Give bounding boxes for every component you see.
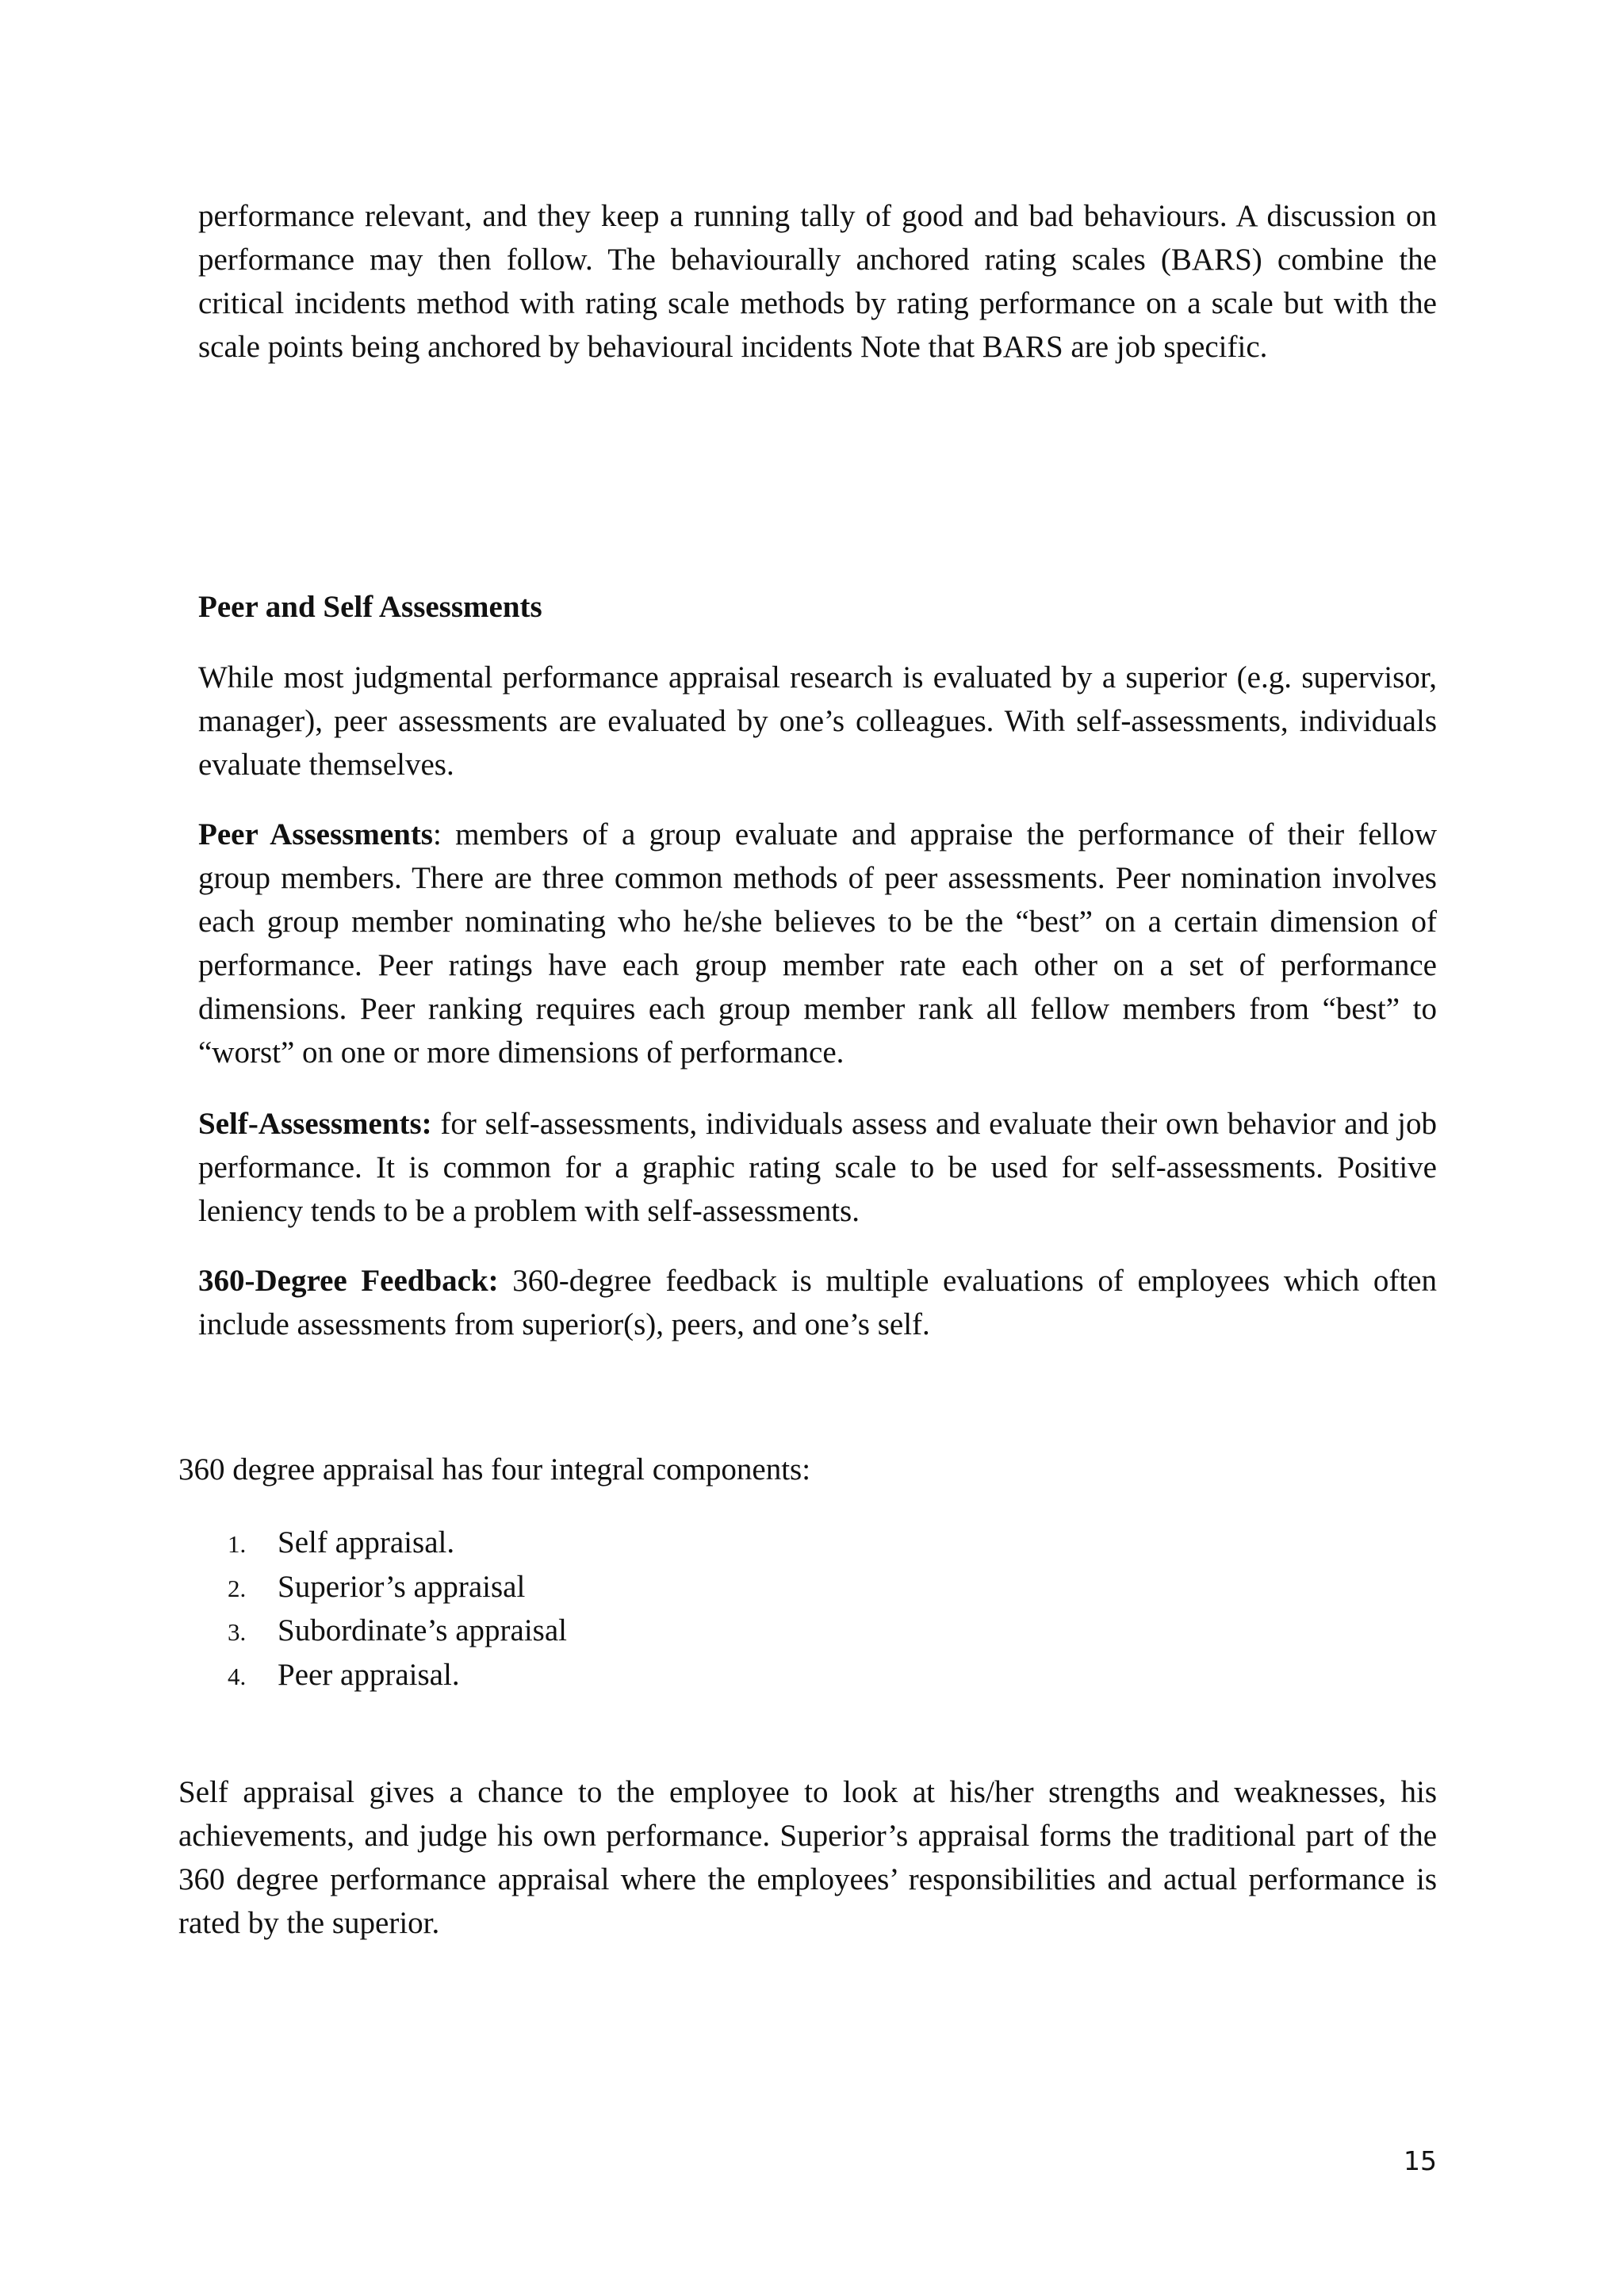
- list-item: [178, 1521, 567, 1565]
- section-intro-paragraph: While most judgmental performance appraisal research is evaluated by a superior (e.g. supervisor, manager), peer assessments are evaluated by one’s colleagues. With self-assessments, individuals evaluate themselves.: [198, 660, 1437, 782]
- self-assessments-lead: Self-Assessments:: [198, 1107, 432, 1141]
- page-number: 15: [1404, 2145, 1437, 2176]
- list-item-text: Peer appraisal.: [278, 1657, 460, 1692]
- list-item-number: 3.: [228, 1618, 247, 1646]
- list-item: [178, 1653, 567, 1697]
- peer-assessments-text: : members of a group evaluate and appraise the performance of their fellow group members. There are three common methods of peer assessments. Peer nomination involves each group member nominating who he/she believes to be the “best” on a certain dimension of performance. Peer ratings have each group member rate each other on a set of performance dimensions. Peer ranking requires each group member rank all fellow members from “best” to “worst” on one or more dimensions of performance.: [198, 817, 1437, 1070]
- self-assessments-paragraph: [198, 1102, 1437, 1233]
- feedback-360-text: 360-degree feedback is multiple evaluations of employees which often include assessments from superior(s), peers, and one’s self.: [198, 1264, 1437, 1341]
- feedback-360-lead: 360-Degree Feedback:: [198, 1264, 499, 1298]
- self-assessments-text: for self-assessments, individuals assess and evaluate their own behavior and job performance. It is common for a graphic rating scale to be used for self-assessments. Positive leniency tends to be a problem with self-assessments.: [198, 1107, 1437, 1228]
- list-item-number: 1.: [228, 1530, 247, 1558]
- list-item: [178, 1565, 567, 1609]
- components-list: [178, 1521, 567, 1697]
- list-item-text: Self appraisal.: [278, 1525, 455, 1559]
- closing-paragraph: Self appraisal gives a chance to the employee to look at his/her strengths and weaknesses, his achievements, and judge his own performance. Superior’s appraisal forms the traditional part of the 360 degree performance appraisal where the employees’ responsibilities and actual performance is rated by the superior.: [178, 1775, 1437, 1940]
- list-item-number: 2.: [228, 1574, 247, 1602]
- peer-assessments-lead: Peer Assessments: [198, 817, 433, 851]
- section-heading: Peer and Self Assessments: [198, 590, 542, 624]
- list-item-text: Subordinate’s appraisal: [278, 1613, 567, 1647]
- list-item-number: 4.: [228, 1662, 247, 1690]
- components-intro: 360 degree appraisal has four integral components:: [178, 1452, 811, 1487]
- feedback-360-paragraph: [198, 1259, 1437, 1346]
- list-item: [178, 1609, 567, 1653]
- intro-paragraph: performance relevant, and they keep a running tally of good and bad behaviours. A discussion on performance may then follow. The behaviourally anchored rating scales (BARS) combine the critical incidents method with rating scale methods by rating performance on a scale but with the scale points being anchored by behavioural incidents Note that BARS are job specific.: [198, 199, 1437, 364]
- list-item-text: Superior’s appraisal: [278, 1569, 526, 1604]
- peer-assessments-paragraph: [198, 813, 1437, 1074]
